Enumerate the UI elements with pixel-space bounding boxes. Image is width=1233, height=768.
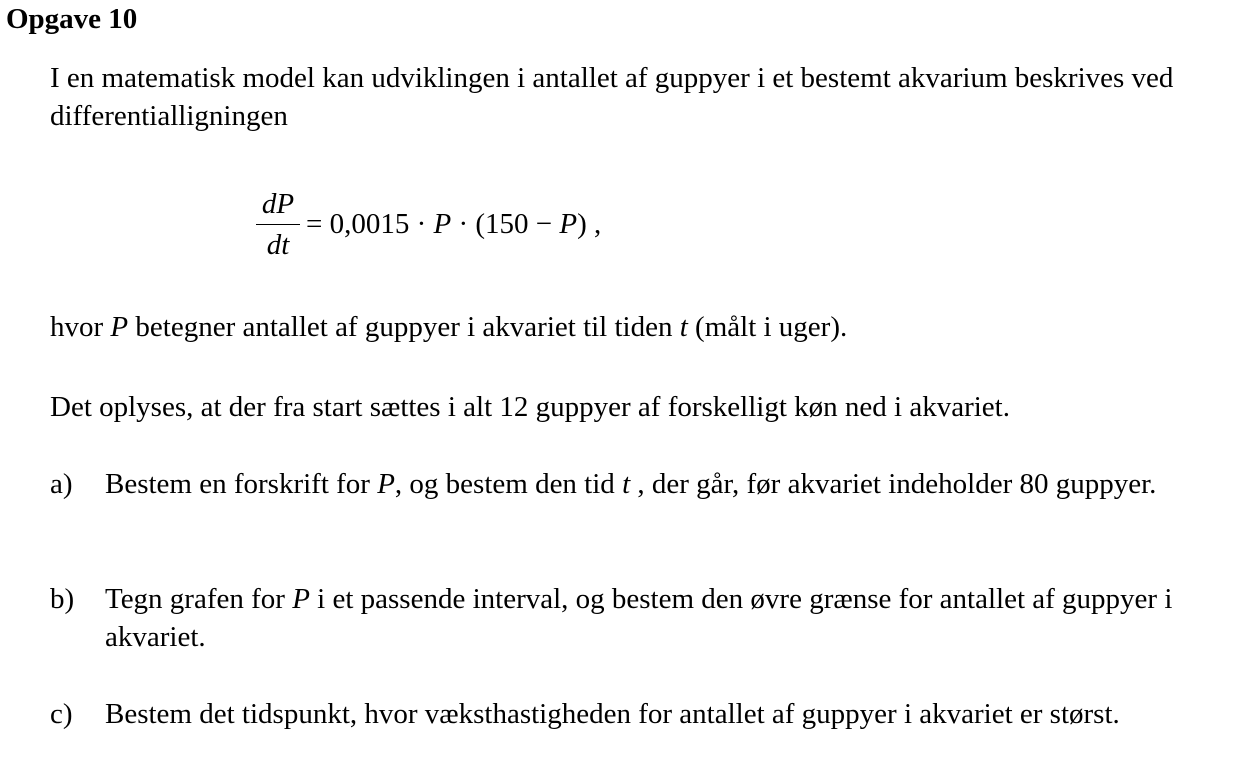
question-a-label: a) (50, 468, 73, 500)
equation-rhs (306, 208, 601, 241)
rhs-coefficient: = 0,0015 · (306, 207, 434, 240)
question-c-text: Bestem det tidspunkt, hvor væksthastigheden for antallet af guppyer i akvariet er størst. (105, 698, 1120, 730)
qa-post: , der går, før akvariet indeholder 80 guppyer. (630, 468, 1157, 500)
rhs-variable-p: P (433, 207, 452, 240)
question-c-label: c) (50, 698, 73, 730)
fraction-denominator: dt (266, 228, 290, 261)
qb-pre: Tegn grafen for (105, 583, 293, 615)
question-b (50, 580, 1225, 656)
where-mid: betegner antallet af guppyer i akvariet til tiden (128, 311, 680, 343)
question-a (50, 465, 1225, 503)
qb-post: i et passende interval, og bestem den øvre grænse for antallet af guppyer i akvariet. (105, 583, 1173, 653)
question-c (50, 695, 1225, 733)
question-b-label: b) (50, 583, 75, 615)
where-pre: hvor (50, 311, 111, 343)
qa-pre: Bestem en forskrift for (105, 468, 378, 500)
fraction-numerator: dP (261, 187, 295, 220)
task-title: Opgave 10 (6, 3, 138, 35)
intro-paragraph: I en matematisk model kan udviklingen i antallet af guppyer i et bestemt akvarium beskrives ved differentialligningen (50, 62, 1174, 132)
info-paragraph: Det oplyses, at der fra start sættes i alt 12 guppyer af forskelligt køn ned i akvariet. (50, 391, 1010, 423)
qb-var-p: P (292, 583, 310, 615)
qa-var-t: t (622, 468, 631, 500)
rhs-variable-p-2: P (559, 207, 578, 240)
qa-mid: , og bestem den tid (394, 468, 623, 500)
fraction-bar (256, 224, 300, 225)
qa-var-p: P (377, 468, 395, 500)
where-var-t: t (679, 311, 688, 343)
rhs-middle: · (150 − (451, 207, 560, 240)
variable-definition (50, 308, 1220, 346)
question-a-text (105, 465, 1225, 503)
question-b-text (105, 580, 1225, 656)
rhs-end: ) , (577, 207, 602, 240)
where-post: (målt i uger). (687, 311, 848, 343)
derivative-fraction (256, 186, 300, 263)
differential-equation (256, 180, 601, 268)
where-var-p: P (110, 311, 129, 343)
